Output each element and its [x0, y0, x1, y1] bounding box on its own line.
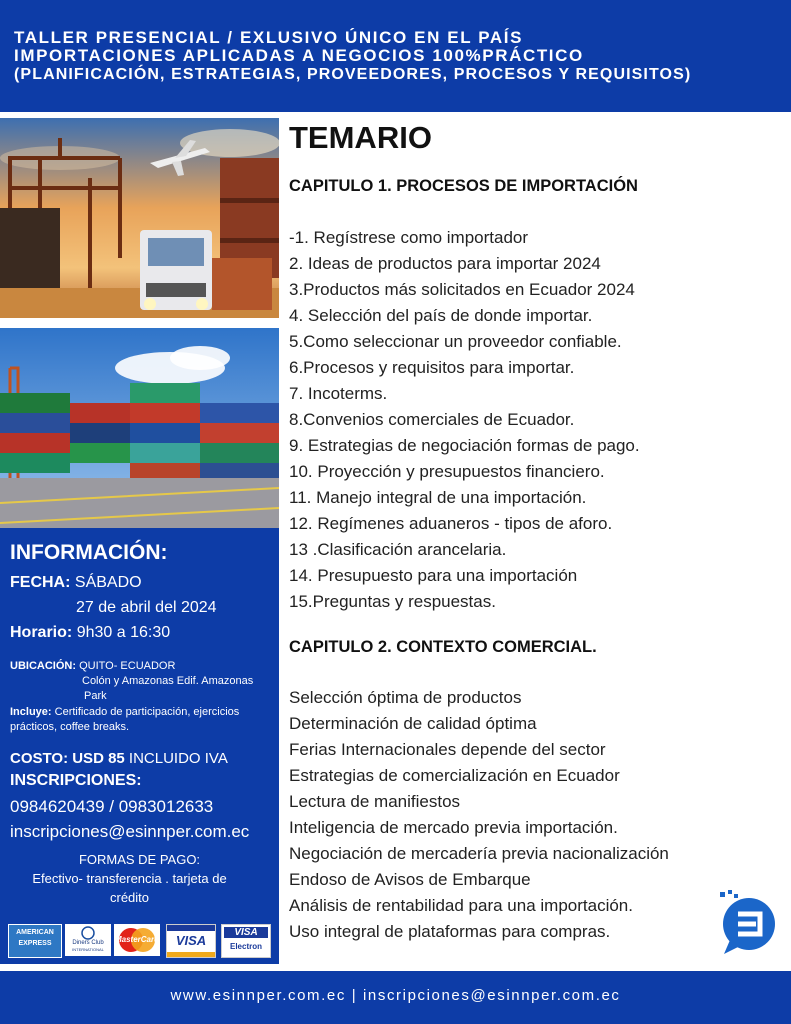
list-item: Análisis de rentabilidad para una importación. [289, 896, 633, 915]
ubicacion-value-3: Park [84, 690, 107, 702]
formas-line-1: Efectivo- transferencia . tarjeta de [32, 871, 227, 886]
header-banner [0, 0, 791, 112]
container-yard-illustration [0, 328, 279, 528]
diners-logo-line-1: Diners Club [72, 940, 104, 946]
fecha-day: SÁBADO [74, 574, 142, 591]
inscripciones-label: INSCRIPCIONES: [10, 772, 142, 789]
list-item: Negociación de mercadería previa nacionalización [289, 844, 669, 863]
list-item: 4. Selección del país de donde importar. [289, 306, 593, 325]
esinnper-logo-icon [716, 888, 778, 958]
list-item: Selección óptima de productos [289, 688, 522, 707]
visa-electron-label-2: Electron [229, 942, 262, 951]
list-item: -1. Regístrese como importador [289, 228, 529, 247]
chapter-2-title: CAPITULO 2. CONTEXTO COMERCIAL. [289, 638, 597, 656]
incluye-label: Incluye: [10, 706, 52, 718]
phone-numbers[interactable]: 0984620439 / 0983012633 [10, 797, 214, 816]
email-link[interactable]: inscripciones@esinnper.com.ec [10, 822, 250, 841]
formas-title: FORMAS DE PAGO: [78, 852, 201, 867]
ubicacion-label: UBICACIÓN: [10, 660, 76, 672]
incluye-value-2: prácticos, coffee breaks. [10, 721, 130, 733]
chapter-1-title: CAPITULO 1. PROCESOS DE IMPORTACIÓN [289, 177, 638, 195]
list-item: 10. Proyección y presupuestos financiero. [289, 462, 605, 481]
list-item: 11. Manejo integral de una importación. [289, 488, 587, 507]
info-title: INFORMACIÓN: [10, 541, 168, 564]
list-item: 6.Procesos y requisitos para importar. [289, 358, 575, 377]
visa-electron-logo [221, 924, 271, 958]
chapter-1-list [289, 225, 640, 615]
list-item: Ferias Internacionales depende del sector [289, 740, 606, 759]
header-line-1: TALLER PRESENCIAL / EXLUSIVO ÚNICO EN EL PAÍS [14, 28, 524, 47]
list-item: 15.Preguntas y respuestas. [289, 592, 496, 611]
amex-logo-line-2: EXPRESS [18, 940, 52, 947]
amex-logo-line-1: AMERICAN [16, 929, 54, 936]
list-item: 8.Convenios comerciales de Ecuador. [289, 410, 575, 429]
list-item: 2. Ideas de productos para importar 2024 [289, 254, 601, 273]
horario-label: Horario: [10, 624, 73, 641]
list-item: Uso integral de plataformas para compras. [289, 922, 611, 941]
header-line-2: IMPORTACIONES APLICADAS A NEGOCIOS 100%PRÁCTICO [14, 46, 584, 65]
formas-line-2: crédito [109, 890, 150, 905]
header-line-3: (PLANIFICACIÓN, ESTRATEGIAS, PROVEEDORES, PROCESOS Y REQUISITOS) [14, 66, 692, 83]
ubicacion-value-1: QUITO- ECUADOR [79, 660, 176, 672]
mastercard-label: MasterCard [114, 935, 159, 944]
list-item: Lectura de manifiestos [289, 792, 461, 811]
mastercard-logo [114, 924, 160, 956]
diners-club-logo [65, 924, 111, 956]
fecha-label: FECHA: [10, 574, 71, 591]
amex-logo [8, 924, 62, 958]
horario-value: 9h30 a 16:30 [76, 624, 171, 641]
list-item: 14. Presupuesto para una importación [289, 566, 578, 585]
list-item: Inteligencia de mercado previa importación. [289, 818, 618, 837]
fecha-date: 27 de abril del 2024 [76, 599, 217, 616]
visa-electron-label-1: VISA [224, 927, 268, 938]
ubicacion-value-2: Colón y Amazonas Edif. Amazonas [82, 675, 254, 687]
footer-bar [0, 971, 791, 1024]
list-item: Estrategias de comercialización en Ecuador [289, 766, 620, 785]
chapter-2-list [289, 685, 669, 945]
information-panel [0, 528, 279, 964]
list-item: 13 .Clasificación arancelaria. [289, 540, 507, 559]
list-item: Endoso de Avisos de Embarque [289, 870, 531, 889]
port-truck-image [0, 118, 279, 318]
port-truck-illustration [0, 118, 279, 318]
temario-title: TEMARIO [289, 120, 432, 155]
visa-label: VISA [175, 933, 207, 948]
costo-label: COSTO: USD 85 [10, 750, 125, 767]
diners-circle-icon [65, 924, 111, 940]
list-item: 3.Productos más solicitados en Ecuador 2024 [289, 280, 635, 299]
list-item: 9. Estrategias de negociación formas de pago. [289, 436, 640, 455]
visa-logo [166, 924, 216, 958]
incluye-value-1: Certificado de participación, ejercicios [54, 706, 240, 718]
container-yard-image [0, 328, 279, 528]
esinnper-logo [716, 888, 778, 958]
list-item: 12. Regímenes aduaneros - tipos de aforo. [289, 514, 613, 533]
list-item: Determinación de calidad óptima [289, 714, 537, 733]
diners-logo-line-2: INTERNATIONAL [72, 947, 104, 952]
list-item: 5.Como seleccionar un proveedor confiable. [289, 332, 622, 351]
costo-value: INCLUIDO IVA [128, 750, 228, 767]
list-item: 7. Incoterms. [289, 384, 388, 403]
footer-contact[interactable]: www.esinnper.com.ec | inscripciones@esinnper.com.ec [170, 987, 621, 1004]
